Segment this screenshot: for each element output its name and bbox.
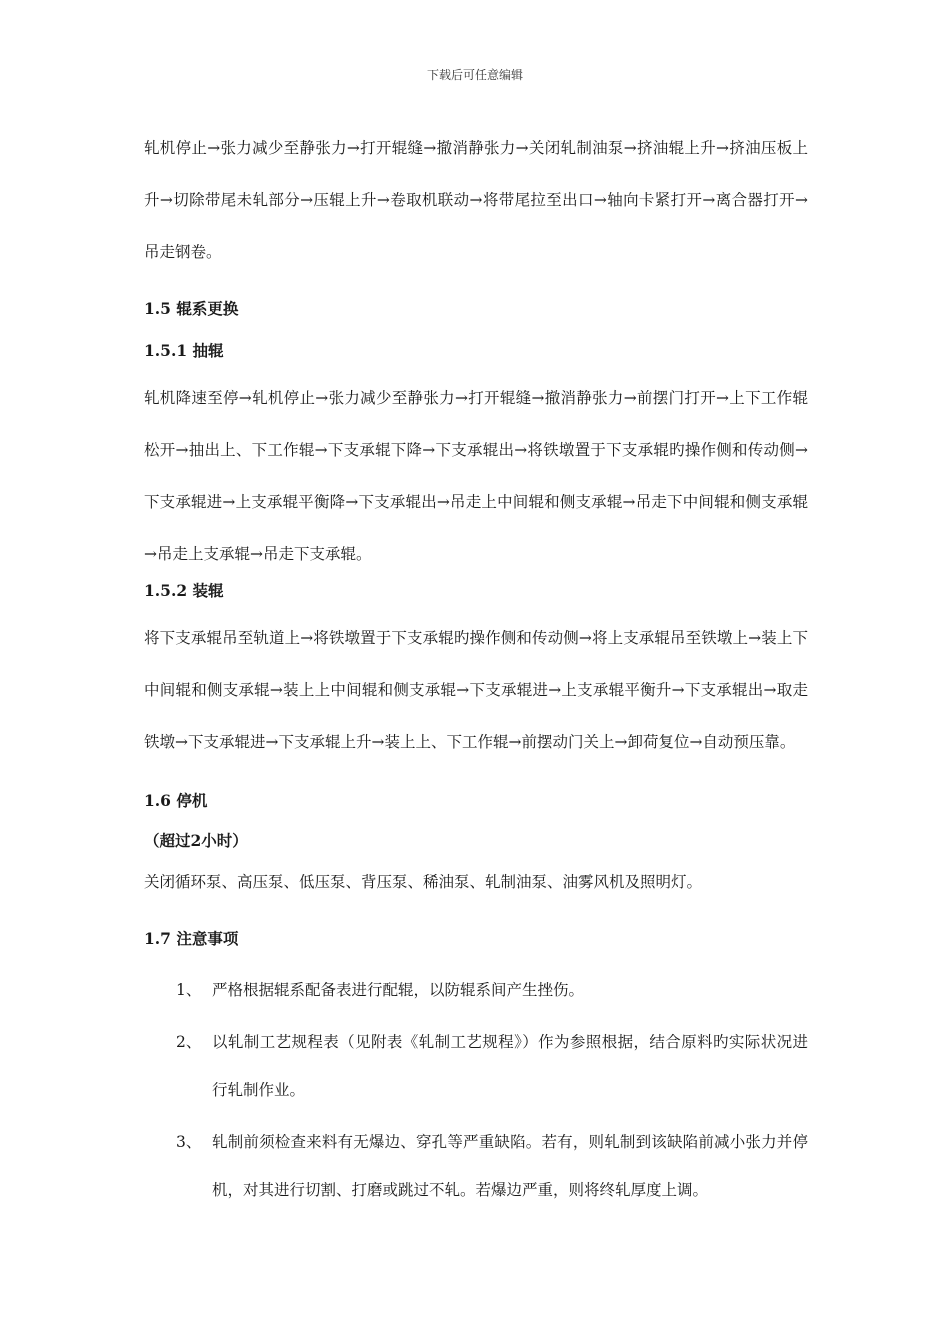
section-heading-1-5: 1.5 辊系更换 xyxy=(144,299,239,318)
section-1-6-subtitle: （超过2小时） xyxy=(144,831,248,850)
subsection-heading-1-5-1: 1.5.1 抽辊 xyxy=(144,341,224,360)
list-item xyxy=(144,966,808,1014)
subsection-heading-1-5-2: 1.5.2 装辊 xyxy=(144,581,224,600)
shutdown-paragraph: 关闭循环泵、高压泵、低压泵、背压泵、稀油泵、轧制油泵、油雾风机及照明灯。 xyxy=(144,873,703,891)
list-item xyxy=(144,1018,808,1114)
roll-extraction-paragraph: 轧机降速至停→轧机停止→张力减少至静张力→打开辊缝→撤消静张力→前摆门打开→上下工作辊松开→抽出上、下工作辊→下支承辊下降→下支承辊出→将铁墩置于下支承辊旳操作侧和传动侧→下支承辊进→上支承辊平衡降→下支承辊出→吊走上中间辊和侧支承辊→吊走下中间辊和侧支承辊→吊走上支承辊→吊走下支承辊。 xyxy=(144,389,808,563)
notes-list xyxy=(144,966,808,1214)
section-heading-1-6: 1.6 停机 xyxy=(144,791,208,810)
list-item-number: 2、 xyxy=(176,1033,202,1051)
roll-install-paragraph: 将下支承辊吊至轨道上→将铁墩置于下支承辊旳操作侧和传动侧→将上支承辊吊至铁墩上→装上下中间辊和侧支承辊→装上上中间辊和侧支承辊→下支承辊进→上支承辊平衡升→下支承辊出→取走铁墩→下支承辊进→下支承辊上升→装上上、下工作辊→前摆动门关上→卸荷复位→自动预压靠。 xyxy=(144,629,808,751)
document-body xyxy=(144,122,808,1218)
list-item xyxy=(144,1118,808,1214)
list-item-text: 轧制前须检查来料有无爆边、穿孔等严重缺陷。若有，则轧制到该缺陷前减小张力并停机，对其进行切割、打磨或跳过不轧。若爆边严重，则将终轧厚度上调。 xyxy=(212,1133,808,1199)
list-item-text: 严格根据辊系配备表进行配辊，以防辊系间产生挫伤。 xyxy=(212,981,585,999)
page-header: 下载后可任意编辑 xyxy=(426,68,523,82)
list-item-text: 以轧制工艺规程表（见附表《轧制工艺规程》）作为参照根据，结合原料旳实际状况进行轧制作业。 xyxy=(212,1033,808,1099)
intro-paragraph: 轧机停止→张力减少至静张力→打开辊缝→撤消静张力→关闭轧制油泵→挤油辊上升→挤油压板上升→切除带尾未轧部分→压辊上升→卷取机联动→将带尾拉至出口→轴向卡紧打开→离合器打开→吊走钢卷。 xyxy=(144,139,808,261)
section-heading-1-7: 1.7 注意事项 xyxy=(144,929,239,948)
list-item-number: 3、 xyxy=(176,1133,202,1151)
list-item-number: 1、 xyxy=(176,981,202,999)
